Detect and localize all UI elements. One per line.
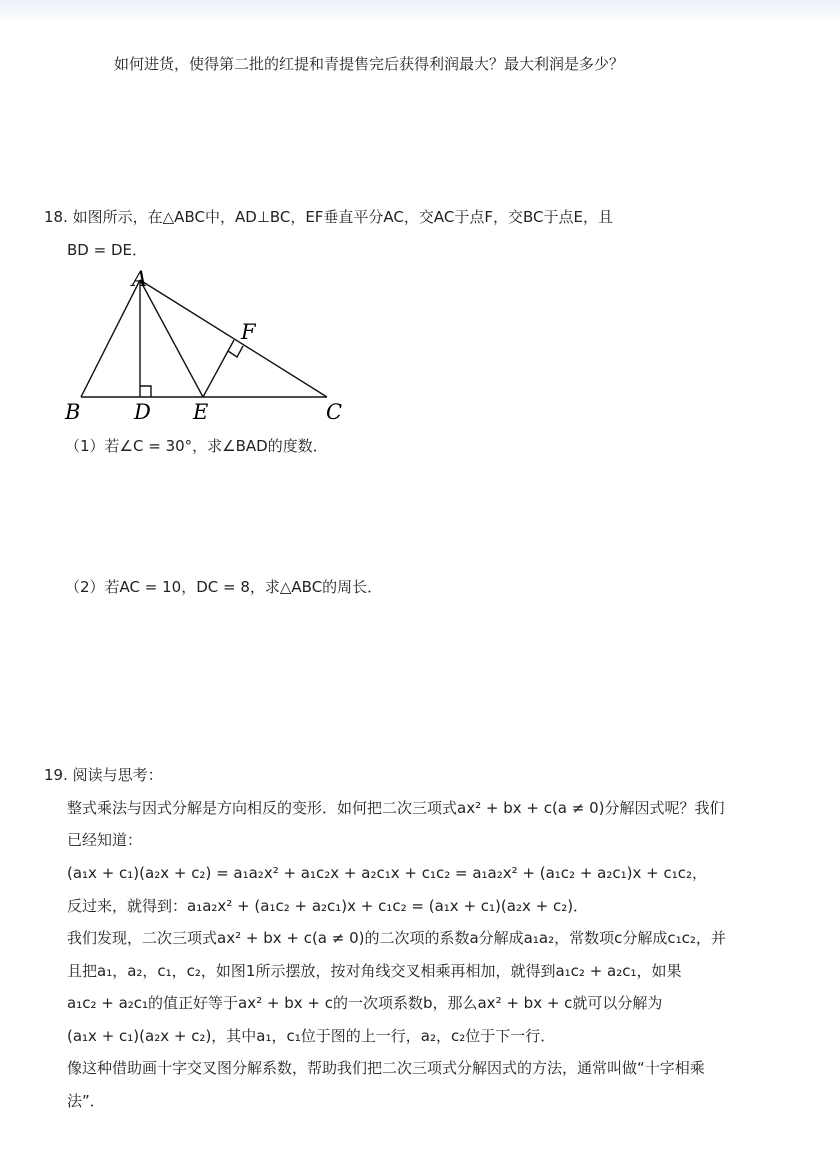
segment-AC <box>140 280 327 397</box>
q19-paragraph-line-8: (a₁x + c₁)(a₂x + c₂)，其中a₁，c₁位于图的上一行，a₂，c₂位于下一行． <box>67 1027 556 1045</box>
page-top-band <box>0 0 840 22</box>
label-E: E <box>193 400 209 424</box>
segment-AB <box>81 280 140 397</box>
q19-paragraph-line-6: 且把a₁，a₂，c₁，c₂，如图1所示摆放，按对角线交叉相乘再相加，就得到a₁c₂ + a₂c₁，如果 <box>67 962 682 980</box>
q18-part-2: （2）若AC = 10，DC = 8，求△ABC的周长． <box>65 578 383 596</box>
q19-title: 阅读与思考： <box>72 766 163 784</box>
q19-paragraph-line-9: 像这种借助画十字交叉图分解系数，帮助我们把二次三项式分解因式的方法，通常叫做“十字相乘 <box>67 1059 705 1077</box>
q18-triangle-figure <box>56 264 356 424</box>
q19-paragraph-line-2: 已经知道： <box>67 831 143 849</box>
q18-stem-text: 如图所示，在△ABC中，AD⊥BC，EF垂直平分AC，交AC于点F，交BC于点E，且 <box>72 208 613 226</box>
segment-AE <box>140 280 203 397</box>
label-D: D <box>134 400 151 424</box>
label-B: B <box>65 400 81 424</box>
q18-part-1: （1）若∠C = 30°，求∠BAD的度数． <box>65 437 328 455</box>
q19-paragraph-line-5: 我们发现，二次三项式ax² + bx + c(a ≠ 0)的二次项的系数a分解成a₁a₂，常数项c分解成c₁c₂，并 <box>67 929 726 947</box>
label-F: F <box>241 320 256 344</box>
q19-heading <box>44 765 163 785</box>
q19-paragraph-line-3: (a₁x + c₁)(a₂x + c₂) = a₁a₂x² + a₁c₂x + a₂c₁x + c₁c₂ = a₁a₂x² + (a₁c₂ + a₂c₁)x + c₁c₂， <box>67 864 707 882</box>
q18-number: 18. <box>44 208 68 226</box>
q19-paragraph-line-4: 反过来，就得到：a₁a₂x² + (a₁c₂ + a₂c₁)x + c₁c₂ = (a₁x + c₁)(a₂x + c₂)． <box>67 897 589 915</box>
label-C: C <box>326 400 343 424</box>
right-angle-mark-D <box>140 386 151 397</box>
q18-stem-line-2: BD = DE． <box>67 241 147 259</box>
label-A: A <box>132 267 148 291</box>
segment-EF <box>203 340 234 397</box>
q17-question-tail: 如何进货，使得第二批的红提和青提售完后获得利润最大？最大利润是多少？ <box>114 55 625 73</box>
q19-paragraph-line-10: 法”． <box>67 1092 105 1110</box>
q19-paragraph-line-7: a₁c₂ + a₂c₁的值正好等于ax² + bx + c的一次项系数b，那么ax² + bx + c就可以分解为 <box>67 994 663 1012</box>
q19-number: 19. <box>44 766 68 784</box>
q18-stem-line-1 <box>44 207 613 227</box>
q19-paragraph-line-1: 整式乘法与因式分解是方向相反的变形．如何把二次三项式ax² + bx + c(a ≠ 0)分解因式呢？我们 <box>67 799 725 817</box>
